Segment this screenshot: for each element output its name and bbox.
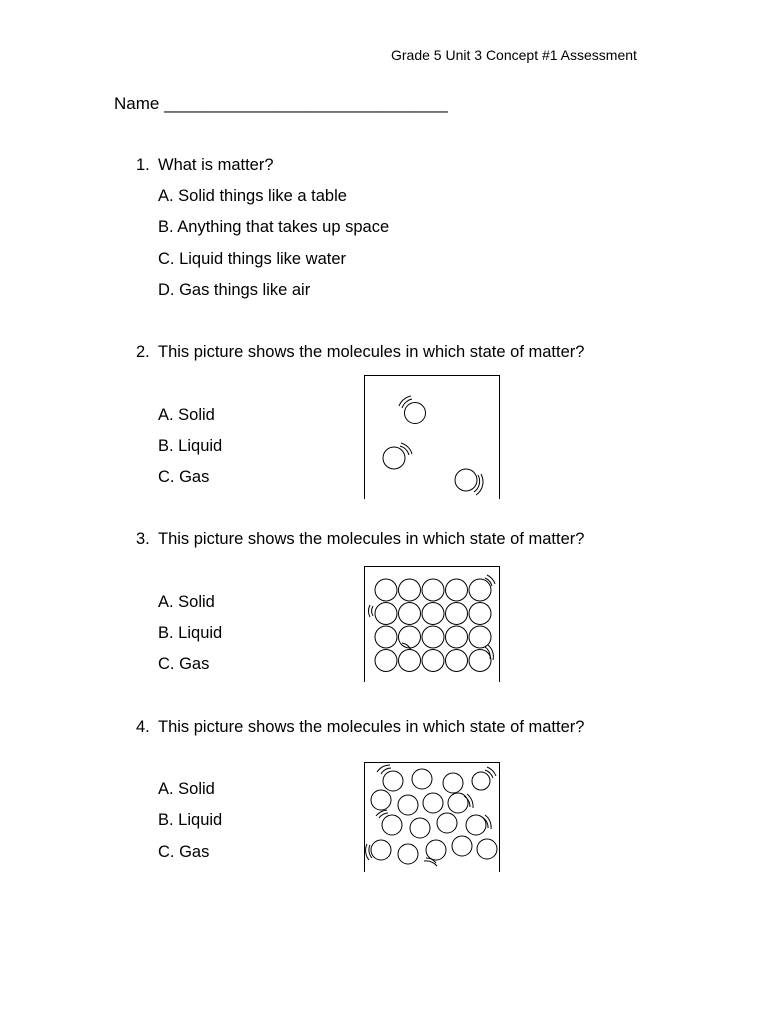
option-1d[interactable]: D. Gas things like air: [158, 281, 311, 299]
option-4b[interactable]: B. Liquid: [158, 811, 223, 829]
option-3b[interactable]: B. Liquid: [158, 624, 223, 642]
liquid-molecules-picture: [364, 762, 500, 872]
name-label: Name: [114, 94, 160, 113]
question-text: This picture shows the molecules in which state of matter?: [158, 343, 585, 361]
question-number: 1.: [136, 156, 150, 174]
question-text: What is matter?: [158, 156, 274, 174]
question-number: 4.: [136, 718, 150, 736]
option-1c[interactable]: C. Liquid things like water: [158, 250, 347, 268]
assessment-title: Grade 5 Unit 3 Concept #1 Assessment: [391, 47, 637, 63]
question-text: This picture shows the molecules in which state of matter?: [158, 718, 585, 736]
option-4a[interactable]: A. Solid: [158, 780, 215, 798]
option-4c[interactable]: C. Gas: [158, 843, 210, 861]
option-3c[interactable]: C. Gas: [158, 655, 210, 673]
name-blank[interactable]: ______________________________: [164, 94, 448, 113]
gas-molecules-picture: [364, 375, 500, 499]
solid-molecules-picture: [364, 566, 500, 682]
question-1: [136, 156, 274, 175]
option-3a[interactable]: A. Solid: [158, 593, 215, 611]
option-2a[interactable]: A. Solid: [158, 406, 215, 424]
question-4: [136, 718, 584, 737]
name-field[interactable]: [114, 94, 448, 114]
option-2c[interactable]: C. Gas: [158, 468, 210, 486]
option-2b[interactable]: B. Liquid: [158, 437, 223, 455]
question-2: [136, 343, 584, 362]
question-number: 3.: [136, 530, 150, 548]
option-1a[interactable]: A. Solid things like a table: [158, 187, 347, 205]
question-3: [136, 530, 584, 549]
option-1b[interactable]: B. Anything that takes up space: [158, 218, 390, 236]
question-text: This picture shows the molecules in which state of matter?: [158, 530, 585, 548]
question-number: 2.: [136, 343, 150, 361]
